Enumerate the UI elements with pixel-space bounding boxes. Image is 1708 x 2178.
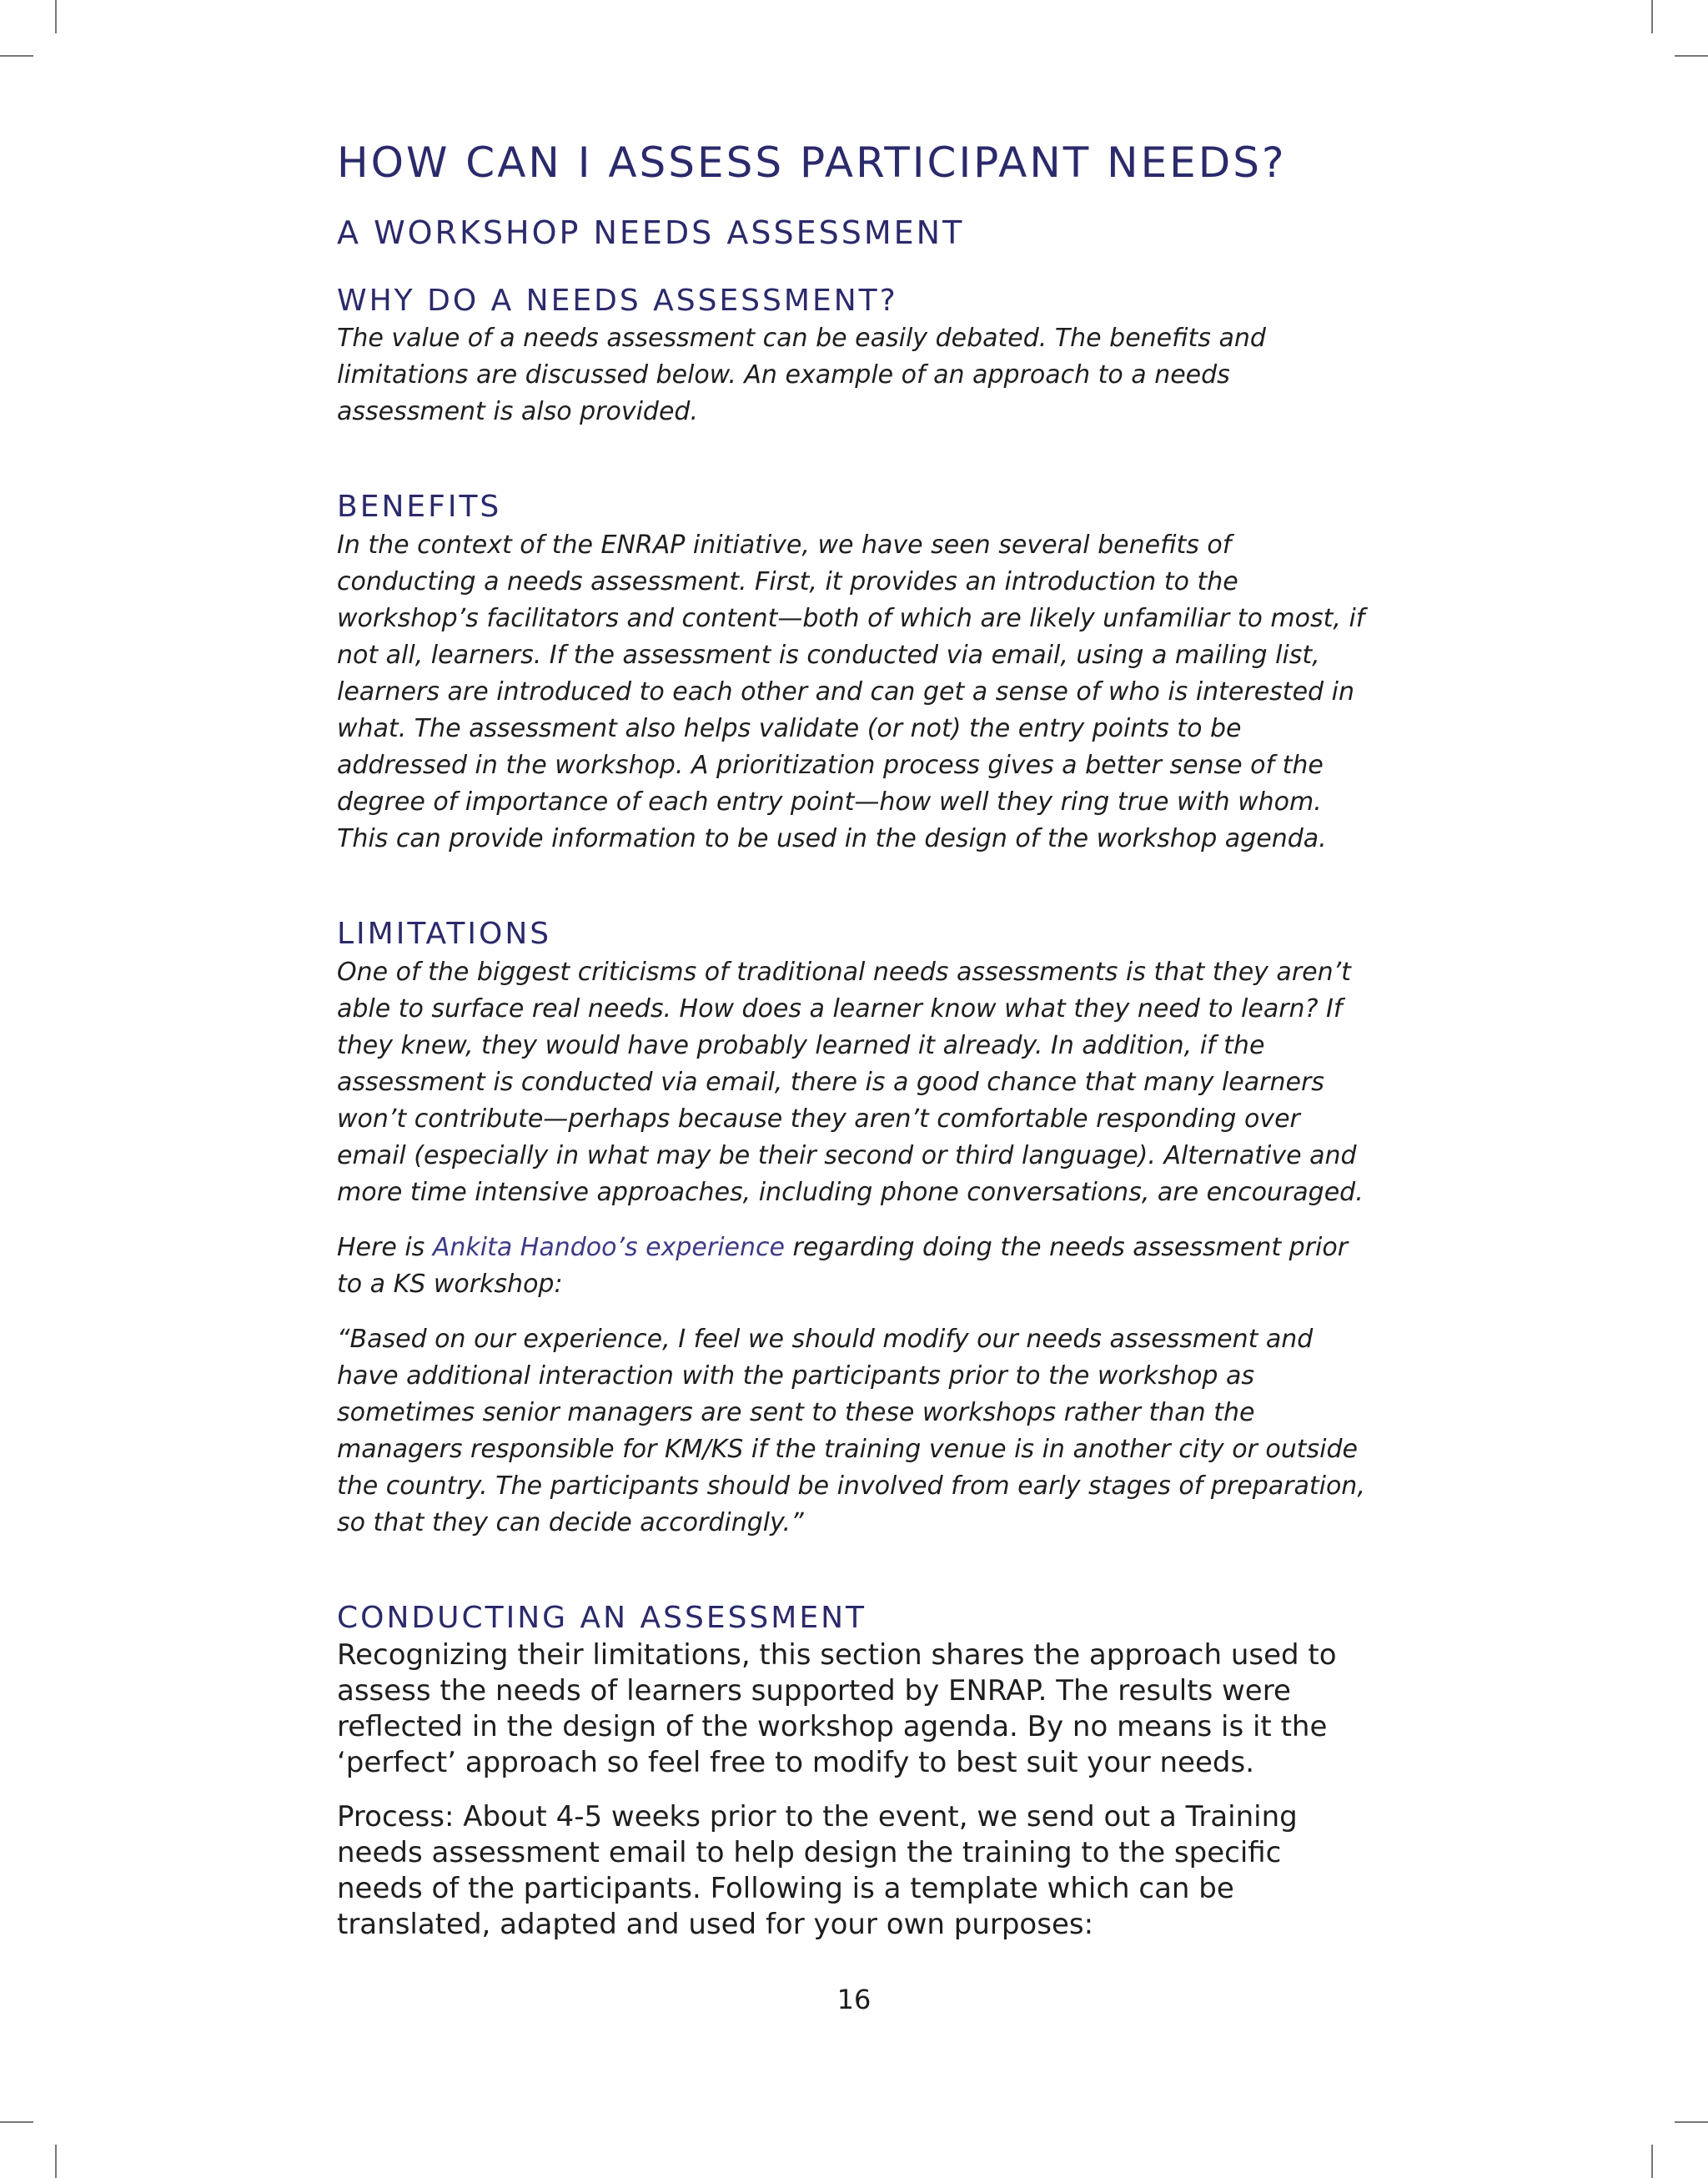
crop-mark-bottom-left-h	[0, 2121, 33, 2123]
conducting-paragraph-2: Process: About 4-5 weeks prior to the event, we send out a Training needs assessment email to help design the training to the specific needs of the participants. Following is a template which can be translated, adapted and used for your own purposes:	[337, 1800, 1298, 1942]
experience-quote: “Based on our experience, I feel we should modify our needs assessment and have additional interaction with the participants prior to the workshop as sometimes senior managers are sent to these workshops rather than the managers responsible for KM/KS if the training venue is in another city or outside the country. The participants should be involved from early stages of preparation, so that they can decide accordingly.”	[337, 1324, 1365, 1537]
experience-prefix: Here is	[337, 1232, 433, 1262]
page-title: HOW CAN I ASSESS PARTICIPANT NEEDS?	[337, 138, 1287, 187]
why-heading: WHY DO A NEEDS ASSESSMENT?	[337, 283, 898, 318]
benefits-heading: BENEFITS	[337, 490, 502, 525]
crop-mark-top-left-v	[55, 0, 57, 33]
crop-mark-bottom-right-h	[1675, 2121, 1708, 2123]
page-number: 16	[836, 1984, 872, 2015]
main-content	[337, 140, 1371, 1943]
crop-mark-top-right-h	[1675, 55, 1708, 57]
crop-mark-bottom-left-v	[55, 2145, 57, 2178]
experience-paragraph	[337, 1230, 1371, 1303]
benefits-paragraph: In the context of the ENRAP initiative, we have seen several benefits of conducting a needs assessment. First, it provides an introduction to the workshop’s facilitators and content—both of which are likely unfamiliar to most, if not all, learners. If the assessment is conducted via email, using a mailing list, learners are introduced to each other and can get a sense of who is interested in what. The assessment also helps validate (or not) the entry points to be addressed in the workshop. A prioritization process gives a better sense of the degree of importance of each entry point—how well they ring true with whom. This can provide information to be used in the design of the workshop agenda.	[337, 530, 1365, 853]
crop-mark-top-left-h	[0, 55, 33, 57]
crop-mark-bottom-right-v	[1651, 2145, 1653, 2178]
conducting-heading: CONDUCTING AN ASSESSMENT	[337, 1600, 867, 1635]
limitations-paragraph: One of the biggest criticisms of traditional needs assessments is that they aren’t able to surface real needs. How does a learner know what they need to learn? If they knew, they would have probably learned it already. In addition, if the assessment is conducted via email, there is a good chance that many learners won’t contribute—perhaps because they aren’t comfortable responding over email (especially in what may be their second or third language). Alternative and more time intensive approaches, including phone conversations, are encouraged.	[337, 957, 1364, 1207]
page-subtitle: A WORKSHOP NEEDS ASSESSMENT	[337, 214, 965, 251]
limitations-heading: LIMITATIONS	[337, 916, 552, 951]
conducting-paragraph-1: Recognizing their limitations, this section shares the approach used to assess the needs of learners supported by ENRAP. The results were reflected in the design of the workshop agenda. By no means is it the ‘perfect’ approach so feel free to modify to best suit your needs.	[337, 1638, 1337, 1780]
crop-mark-top-right-v	[1651, 0, 1653, 33]
experience-link[interactable]: Ankita Handoo’s experience	[432, 1232, 785, 1262]
experience-suffix: regarding doing the needs assessment prior to a KS workshop:	[337, 1232, 1349, 1299]
why-paragraph: The value of a needs assessment can be easily debated. The benefits and limitations are discussed below. An example of an approach to a needs assessment is also provided.	[337, 324, 1266, 427]
